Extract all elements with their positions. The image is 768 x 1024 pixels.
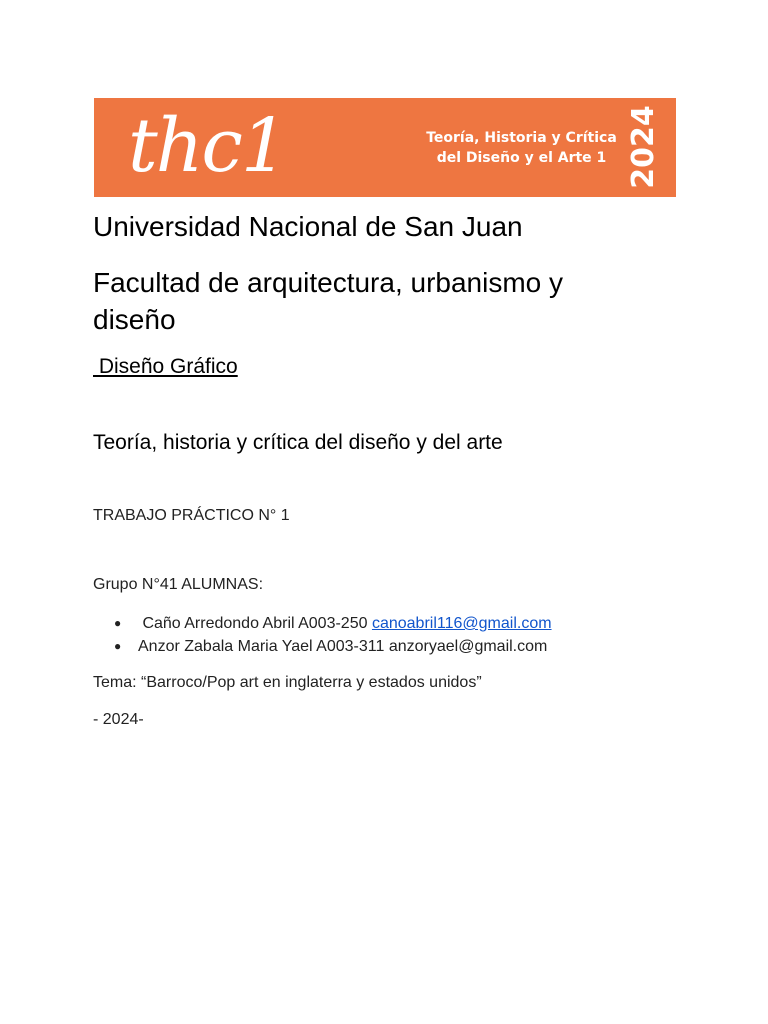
faculty-heading: Facultad de arquitectura, urbanismo y diseño — [93, 267, 564, 335]
thc1-logo: thc1 — [128, 103, 286, 189]
list-item — [114, 635, 552, 658]
bullet-icon: ● — [114, 639, 122, 653]
bullet-icon: ● — [114, 616, 122, 630]
assignment-title: TRABAJO PRÁCTICO N° 1 — [93, 507, 290, 524]
student-text: Caño Arredondo Abril A003-250 — [138, 615, 372, 632]
list-item — [114, 612, 552, 635]
career-heading: Diseño Gráfico — [93, 355, 238, 378]
banner-subtitle-line1: Teoría, Historia y Crítica — [426, 130, 617, 146]
banner-subtitle — [414, 128, 629, 168]
year-line: - 2024- — [93, 711, 144, 728]
course-title: Teoría, historia y crítica del diseño y del arte — [93, 431, 503, 454]
university-heading: Universidad Nacional de San Juan — [93, 211, 523, 242]
banner-year: 2024 — [626, 105, 661, 189]
topic-line: Tema: “Barroco/Pop art en inglaterra y estados unidos” — [93, 674, 482, 691]
group-label: Grupo N°41 ALUMNAS: — [93, 576, 264, 593]
email-link[interactable]: canoabril116@gmail.com — [371, 615, 552, 632]
student-list — [114, 612, 552, 658]
banner-subtitle-line2: del Diseño y el Arte 1 — [436, 150, 607, 166]
student-text: Anzor Zabala Maria Yael A003-311 anzoryael@gmail.com — [138, 638, 548, 655]
course-banner — [94, 98, 676, 197]
